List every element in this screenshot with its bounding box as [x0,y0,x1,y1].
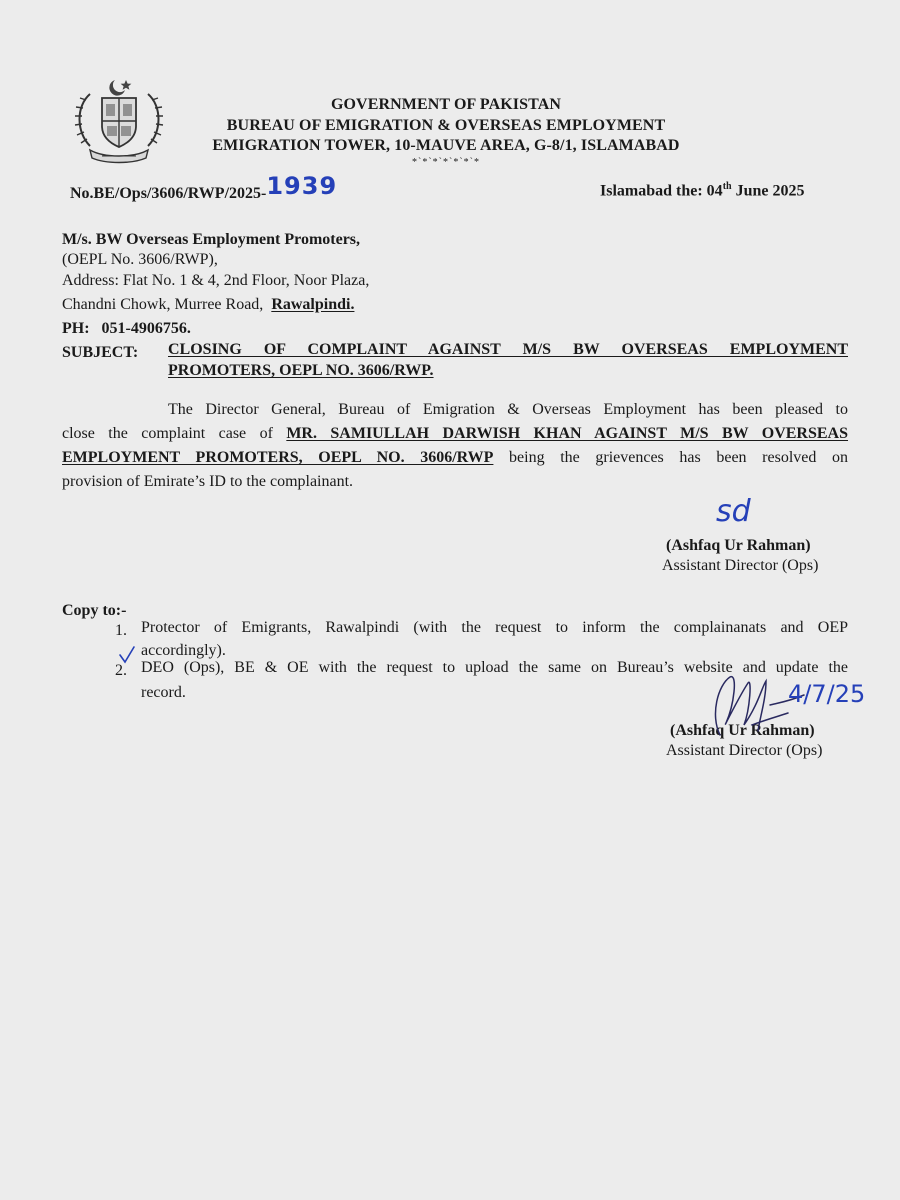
body-line-2-plain: close the complaint case of [62,425,273,442]
subject-line-1: CLOSING OF COMPLAINT AGAINST M/S BW OVERSEAS EMPLOYMENT [168,341,848,358]
body-paragraph [62,398,848,494]
copy-item-2-number: 2. [115,662,127,679]
signature-1-name: (Ashfaq Ur Rahman) [666,537,811,554]
checkmark-icon [118,645,136,665]
letterhead-line-2: BUREAU OF EMIGRATION & OVERSEAS EMPLOYMENT [226,117,666,134]
body-line-2 [62,422,848,446]
phone-label: PH: [62,320,90,337]
copy-item-1-line-2: accordingly). [141,642,226,659]
addressee-city: Rawalpindi. [271,296,355,313]
letterhead-line-3: EMIGRATION TOWER, 10-MAUVE AREA, G-8/1, ISLAMABAD [212,137,680,154]
addressee-address-line-1: Address: Flat No. 1 & 4, 2nd Floor, Noor Plaza, [62,272,370,289]
place-date-suffix: June 2025 [731,182,805,200]
body-line-3 [62,446,848,470]
addressee-phone [62,318,191,339]
addressee-name: M/s. BW Overseas Employment Promoters, [62,231,361,248]
body-line-1: The Director General, Bureau of Emigration & Overseas Employment has been pleased to [168,401,848,418]
handwritten-date: 4/7/25 [788,680,866,708]
copy-item-1-number: 1. [115,622,127,639]
subject-label: SUBJECT: [62,344,139,361]
signature-1-title: Assistant Director (Ops) [662,557,819,574]
copy-item-2-line-1: DEO (Ops), BE & OE with the request to upload the same on Bureau’s website and update the [141,659,848,676]
copy-item-2-line-2: record. [141,684,186,701]
reference-number [70,172,338,204]
signature-2-title: Assistant Director (Ops) [666,742,823,759]
letterhead-line-1: GOVERNMENT OF PAKISTAN [330,96,562,113]
handwritten-dispatch-number: 1939 [266,172,338,200]
letterhead-stars: *`*`*`*`*`*`* [412,157,480,168]
reference-number-text: No.BE/Ops/3606/RWP/2025- [70,185,267,202]
place-date-prefix: Islamabad the: 04 [600,182,723,200]
body-line-3-bold: EMPLOYMENT PROMOTERS, OEPL NO. 3606/RWP [62,449,494,466]
subject-line-2: PROMOTERS, OEPL NO. 3606/RWP. [168,362,434,379]
body-line-2-bold: MR. SAMIULLAH DARWISH KHAN AGAINST M/S BW OVERSEAS [286,425,849,442]
signature-mark-sd: sd [716,494,751,529]
place-date [600,176,805,201]
copy-item-1-line-1: Protector of Emigrants, Rawalpindi (with the request to inform the complainanats and OEP [141,619,848,636]
addressee-address-line-2 [62,294,354,315]
body-line-4: provision of Emirate’s ID to the complainant. [62,473,354,490]
addressee-oepl: (OEPL No. 3606/RWP), [62,251,218,268]
body-line-3-plain: being the grievences has been resolved on [509,449,849,466]
date-superscript: th [722,181,732,192]
phone-number: 051-4906756. [101,320,191,337]
copy-to-label: Copy to:- [62,602,127,619]
addressee-street: Chandni Chowk, Murree Road, [62,296,264,313]
signature-2-name: (Ashfaq Ur Rahman) [670,722,815,739]
